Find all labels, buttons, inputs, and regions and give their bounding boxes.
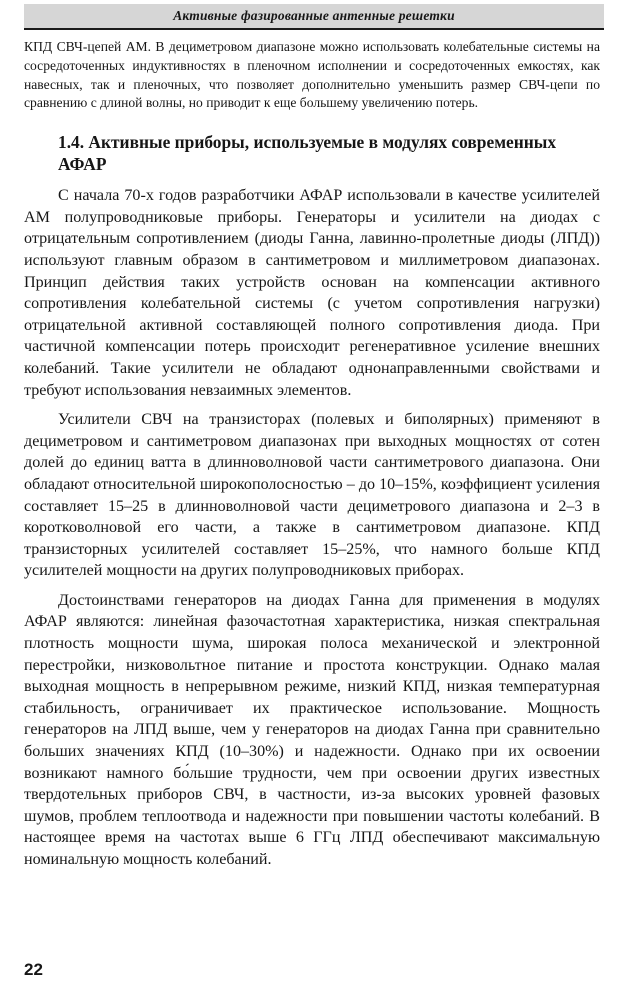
page-number: 22 <box>24 960 43 979</box>
body-paragraph-1: С начала 70-х годов разработчики АФАР использовали в качестве усилителей АМ полупроводниковые приборы. Генераторы и усилители на диодах с отрицательным сопротивлением (диоды Ганна, лавинно-пролетные диоды (ЛПД)) используют главным образом в сантиметровом и миллиметровом диапазонах. Принцип действия таких устройств основан на компенсации активного сопротивления колебательной системы (с учетом сопротивления нагрузки) отрицательной активной составляющей полного сопротивления диода. При частичной компенсации потерь происходит регенеративное усиление внешних колебаний. Такие усилители не обладают однонаправленными свойствами и требуют использования невзаимных элементов. <box>24 187 600 399</box>
section-heading: 1.4. Активные приборы, используемые в модулях современных АФАР <box>58 132 557 175</box>
continuation-paragraph: КПД СВЧ-цепей АМ. В дециметровом диапазоне можно использовать колебательные системы на сосредоточенных индуктивностях в пленочном исполнении и сосредоточенных емкостях, как навесных, так и пленочных, что позволяет дополнительно уменьшить размер СВЧ-цепи по сравнению с длиной волны, но приводит к еще большему увеличению потерь. <box>24 39 600 111</box>
body-paragraph-2: Усилители СВЧ на транзисторах (полевых и биполярных) применяют в дециметровом и сантиметровом диапазонах при выходных мощностях от сотен долей до единиц ватта в длинноволновой части сантиметрового диапазона. Они обладают относительной широкополосностью – до 10–15%, коэффициент усиления составляет 15–25 в длинноволновой части дециметрового диапазона и 2–3 в коротковолновой его части, а также в сантиметровом диапазоне. КПД транзисторных усилителей составляет 15–25%, что намного больше КПД усилителей мощности на других полупроводниковых приборах. <box>24 411 600 580</box>
page-body <box>24 38 600 879</box>
running-header-title: Активные фазированные антенные решетки <box>173 8 455 23</box>
running-header <box>24 4 604 30</box>
body-paragraph-3: Достоинствами генераторов на диодах Ганна для применения в модулях АФАР являются: линейная фазочастотная характеристика, низкая спектральная плотность мощности шума, широкая полоса механической и электронной перестройки, низковольтное питание и простота конструкции. Однако малая выходная мощность в непрерывном режиме, низкий КПД, низкая температурная стабильность, ограничивает их практическое использование. Мощность генераторов на ЛПД выше, чем у генераторов на диодах Ганна при сравнительно больших значениях КПД (10–30%) и надежности. Однако при их освоении возникают намного бо́льшие трудности, чем при освоении других известных твердотельных приборов СВЧ, в частности, из-за высоких уровней фазовых шумов, проблем теплоотвода и надежности при повышении частоты колебаний. В настоящее время на частотах выше 6 ГГц ЛПД обеспечивают максимальную номинальную мощность колебаний. <box>24 591 600 868</box>
